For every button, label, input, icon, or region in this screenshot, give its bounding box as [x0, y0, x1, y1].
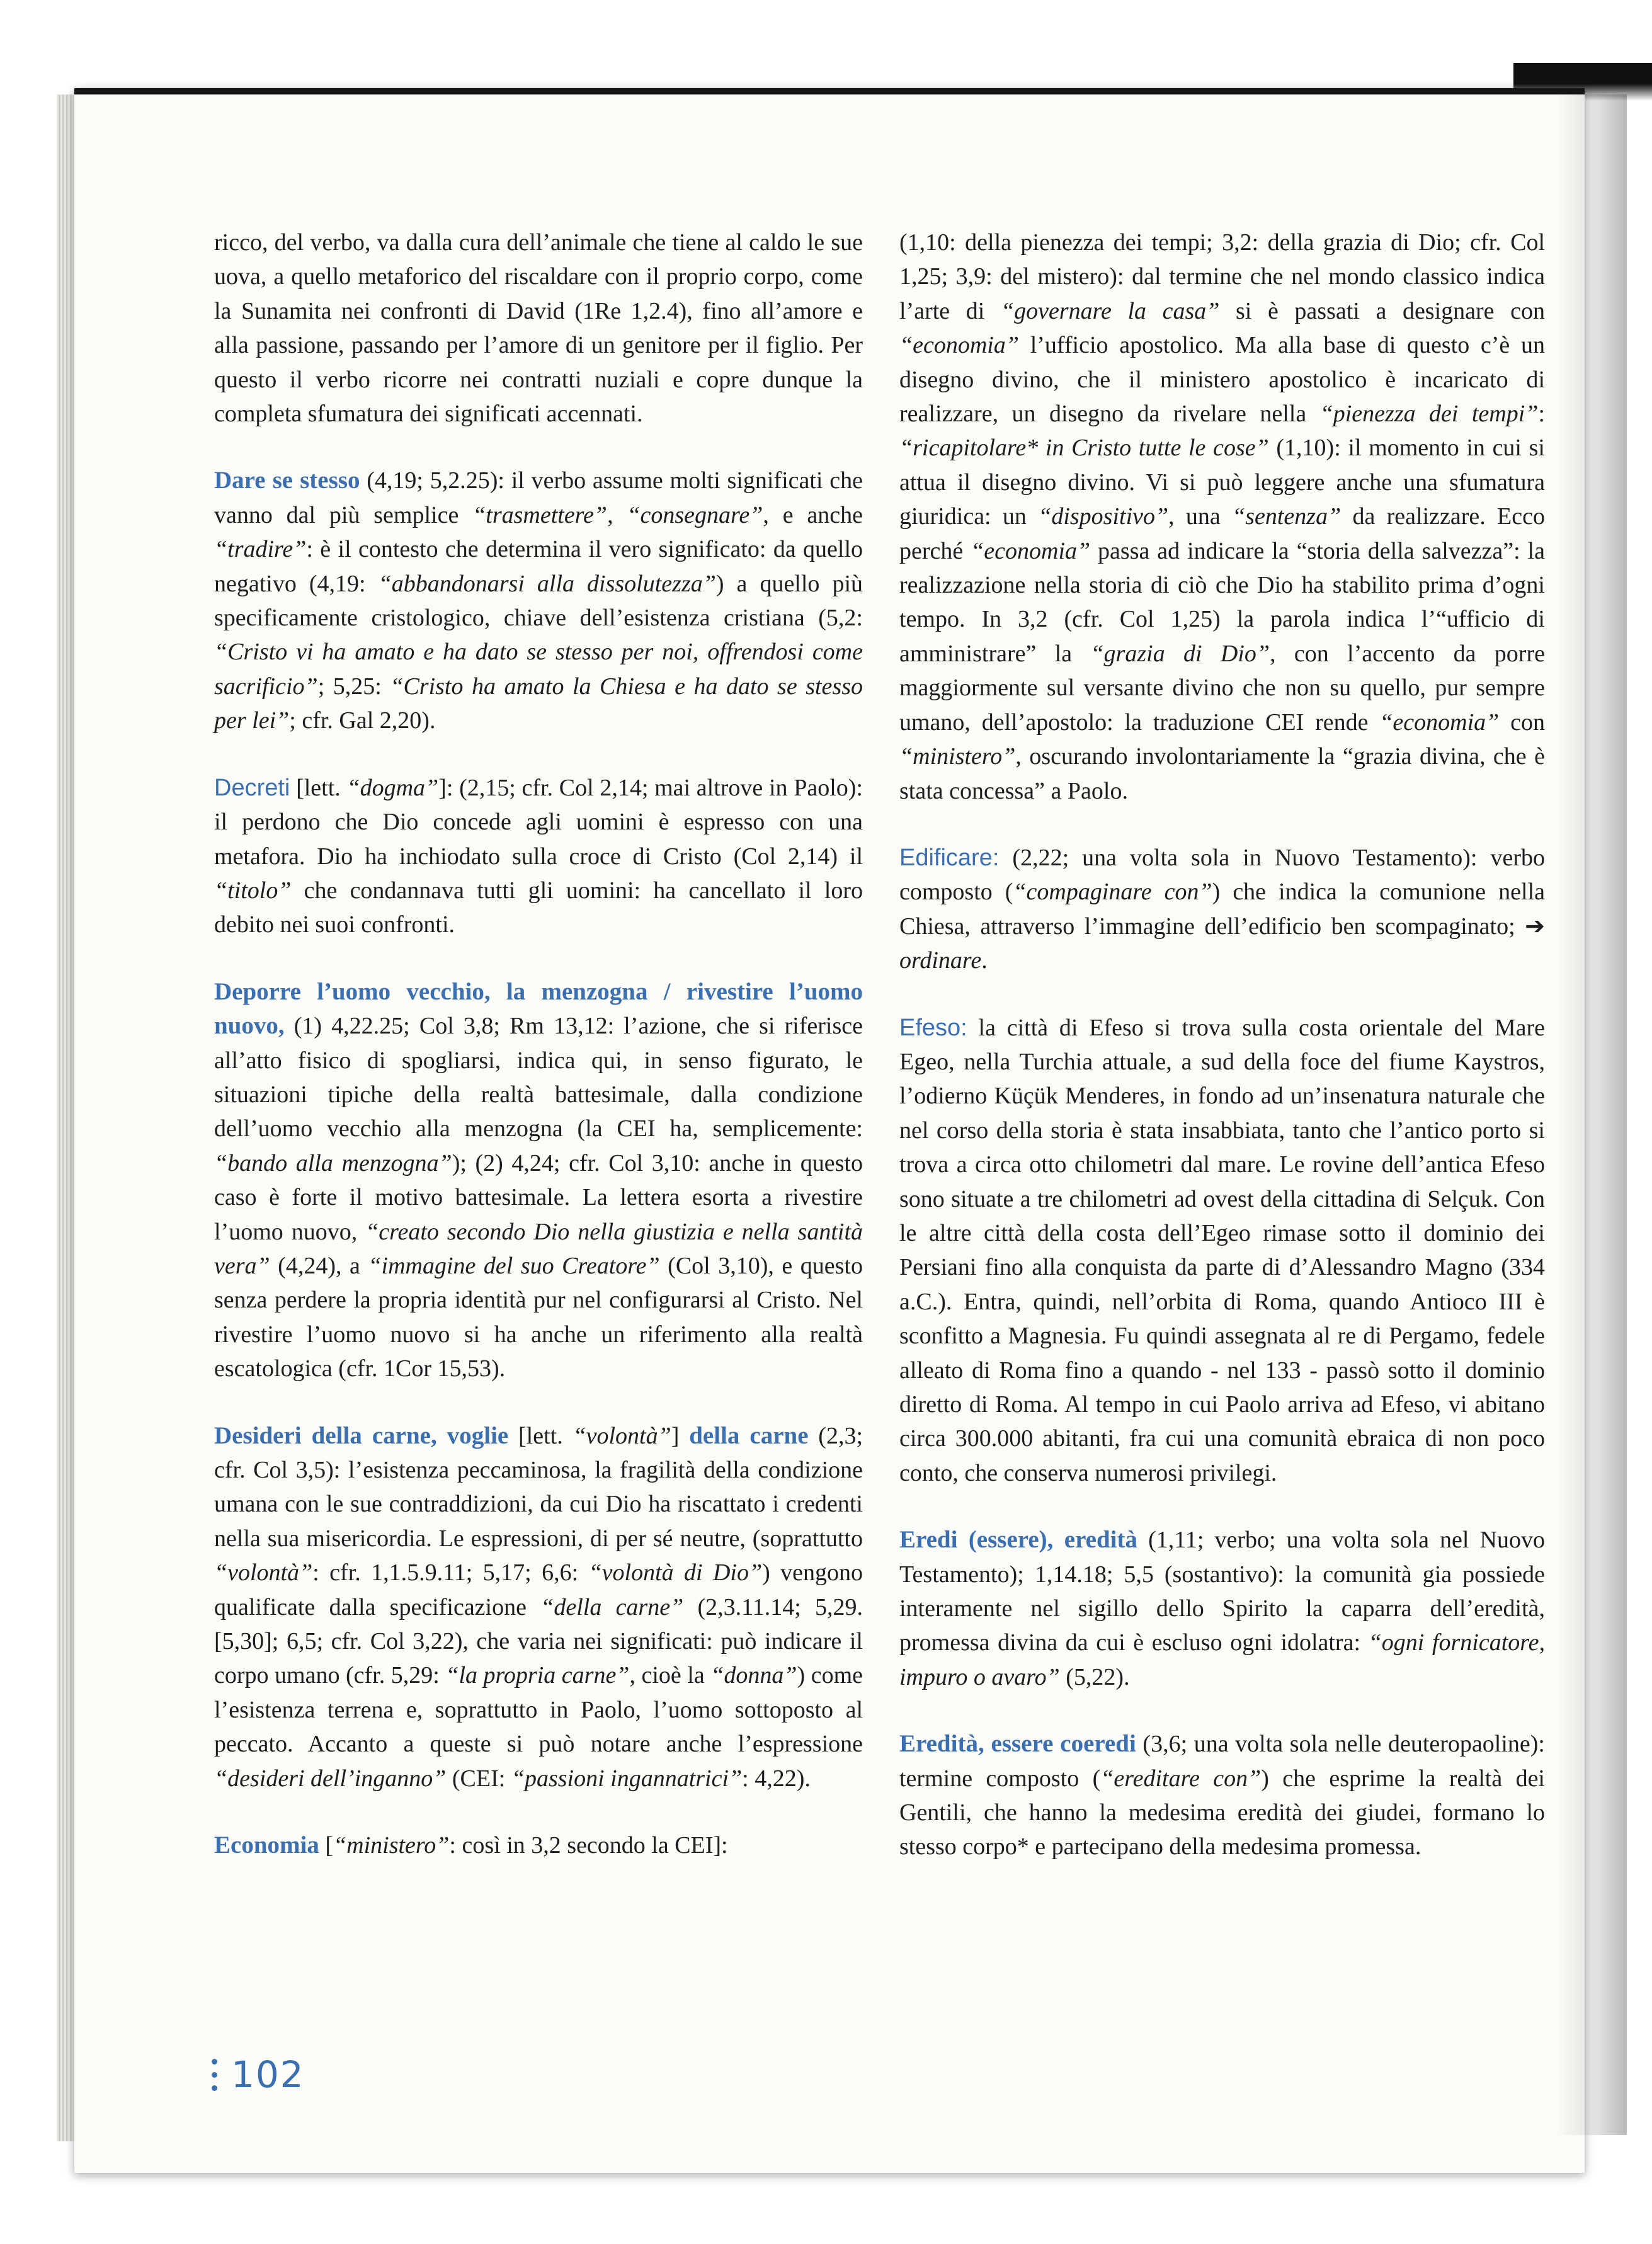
entry-term: Desideri della carne, voglie: [214, 1421, 509, 1449]
italic-quote: “ministero”: [333, 1832, 450, 1859]
entry-text: ); (2) 4,24; cfr. Col 3,10: anche in questo caso è forte il motivo battesimale. La lettera esorta a rivestire l’uomo nuovo,: [214, 1149, 863, 1245]
italic-quote: “immagine del suo Creatore”: [368, 1252, 660, 1279]
entry-text: (Col 3,10), e questo senza perdere la propria identità pur nel configurarsi al Cristo. Nel rivestire l’uomo nuovo si ha anche un riferimento alla realtà escatologica (cfr. 1Cor 15,53).: [214, 1252, 863, 1382]
entry-text: ) vengono qualificate dalla specificazione: [214, 1559, 863, 1620]
italic-quote: “Cristo ha amato la Chiesa e ha dato se stesso per lei”: [214, 673, 863, 734]
italic-quote: “Cristo vi ha amato e ha dato se stesso per noi, offrendosi come sacrificio”: [214, 639, 863, 700]
italic-quote: “compaginare con”: [1013, 879, 1212, 906]
glossary-entry: [214, 1419, 863, 1796]
entry-term: Decreti: [214, 774, 290, 801]
entry-text: (4,24), a: [270, 1252, 368, 1279]
entry-text: ; 5,25:: [317, 673, 390, 700]
entry-text: (1) 4,22.25; Col 3,8; Rm 13,12: l’azione, che si riferisce all’atto fisico di spogliarsi, indica qui, in senso figurato, le situazioni tipiche della realtà battesimale, dalla condizione dell’uomo vecchio alla menzogna (la CEI ha, semplicemente:: [214, 1013, 863, 1142]
italic-quote: “donna”: [710, 1662, 797, 1689]
glossary-entry: [214, 225, 863, 431]
entry-text: (5,22).: [1059, 1663, 1130, 1690]
italic-quote: “volontà di Dio”: [588, 1559, 763, 1586]
page-number-text: 102: [231, 2053, 305, 2096]
italic-quote: “la propria carne”: [445, 1662, 630, 1689]
entry-text: (2,3.11.14; 5,29.[5,30]; 6,5; cfr. Col 3,22), che varia nei significati: può indicare il corpo umano (cfr. 5,29:: [214, 1593, 863, 1689]
entry-text: l’ufficio apostolico. Ma alla base di questo c’è un disegno divino, che il ministero apostolico è incaricato di realizzare, un disegno da rivelare nella: [899, 332, 1545, 428]
glossary-entry: [214, 464, 863, 738]
italic-quote: “economia”: [1379, 709, 1500, 736]
glossary-entry: [899, 1011, 1545, 1491]
italic-quote: “sentenza”: [1232, 503, 1342, 530]
italic-quote: “passioni ingannatrici”: [511, 1765, 743, 1792]
italic-quote: “tradire”: [214, 536, 307, 563]
italic-quote: ordinare: [899, 947, 982, 974]
italic-quote: “della carne”: [540, 1593, 684, 1620]
italic-quote: “pienezza dei tempi”: [1319, 401, 1539, 428]
entry-text: [: [319, 1832, 333, 1859]
italic-quote: “grazia di Dio”: [1090, 640, 1270, 667]
entry-term: Eredi (essere), eredità: [899, 1526, 1138, 1554]
entry-text: , cioè la: [629, 1662, 711, 1689]
italic-quote: “titolo”: [214, 877, 292, 904]
entry-text: : è il contesto che determina il vero significato: da quello negativo (4,19:: [214, 536, 863, 597]
entry-text: passa ad indicare la “storia della salvezza”: la realizzazione nella storia di ciò che Dio ha stabilito prima d’ogni tempo. In 3,2 (cfr. Col 1,25) la parola indica l’“ufficio di amministrare” la: [899, 537, 1545, 667]
glossary-entry: [214, 975, 863, 1386]
entry-text: (1,11; verbo; una volta sola nel Nuovo Testamento); 1,14.18; 5,5 (sostantivo): la comunità gia possiede interamente nel sigillo dello Spirito la caparra dell’eredità, promessa divina da cui è escluso ogni idolatra:: [899, 1527, 1546, 1656]
left-column: [214, 225, 863, 1895]
entry-text: , oscurando involontariamente la “grazia divina, che è stata concessa” a Paolo.: [899, 743, 1545, 804]
entry-text: [lett.: [508, 1422, 573, 1449]
glossary-entry: [214, 1828, 863, 1862]
entry-term: Economia: [214, 1831, 319, 1859]
entry-text: (CEI:: [446, 1765, 511, 1792]
entry-text: ,: [607, 501, 627, 528]
entry-text: , una: [1168, 503, 1233, 530]
entry-text: : 4,22).: [742, 1765, 811, 1792]
right-column: [899, 225, 1545, 1897]
italic-quote: “bando alla menzogna”: [214, 1149, 452, 1176]
entry-text: (4,19; 5,2.25): il verbo assume molti significati che vanno dal più semplice: [214, 467, 863, 528]
entry-text: da realizzare. Ecco perché: [899, 503, 1545, 564]
page-number-dots: [212, 2059, 217, 2091]
entry-text: , e anche: [763, 501, 863, 528]
dot-icon: [212, 2072, 217, 2078]
italic-quote: “dispositivo”: [1038, 503, 1169, 530]
entry-text: si è passati a designare con: [1219, 297, 1546, 324]
entry-text: .: [981, 947, 988, 974]
entry-text: ricco, del verbo, va dalla cura dell’animale che tiene al caldo le sue uova, a quello metaforico del riscaldare con il proprio corpo, come la Sunamita nei confronti di David (1Re 1,2.4), fino all’amore e alla passione, passando per l’amore di un genitore per il figlio. Per questo il verbo ricorre nei contratti nuziali e copre dunque la completa sfumatura dei significati accennati.: [214, 229, 863, 428]
page-number: [212, 2053, 305, 2096]
entry-text: , con l’accento da porre maggiormente sul versante divino che non su quello, pur sempre umano, dell’apostolo: la traduzione CEI rende: [899, 640, 1545, 736]
entry-text: [lett.: [290, 774, 347, 801]
italic-quote: “creato secondo Dio nella giustizia e nella santità vera”: [214, 1218, 863, 1279]
entry-text: con: [1499, 709, 1545, 736]
entry-term: della carne: [689, 1421, 809, 1449]
entry-text: (2,3; cfr. Col 3,5): l’esistenza peccaminosa, la fragilità della condizione umana con le sue contraddizioni, da cui Dio ha riscattato i credenti nella sua misericordia. Le espressioni, di per sé neutre, (soprattutto: [214, 1422, 863, 1552]
entry-text: ) che esprime la realtà dei Gentili, che hanno la medesima eredità dei giudei, formano lo stesso corpo* e partecipano della medesima promessa.: [899, 1765, 1545, 1860]
entry-text: ]: (2,15; cfr. Col 2,14; mai altrove in Paolo): il perdono che Dio concede agli uomini è espresso con una metafora. Dio ha inchiodato sulla croce di Cristo (Col 2,14) il: [214, 774, 863, 870]
entry-term: Dare se stesso: [214, 467, 360, 494]
entry-term: Deporre l’uomo vecchio, la menzogna / rivestire l’uomo nuovo,: [214, 977, 863, 1040]
italic-quote: “abbandonarsi alla dissolutezza”: [378, 570, 716, 597]
entry-text: : così in 3,2 secondo la CEI]:: [449, 1832, 728, 1859]
entry-text: ) a quello più specificamente cristologico, chiave dell’esistenza cristiana (5,2:: [214, 570, 863, 632]
italic-quote: “economia”: [971, 537, 1091, 564]
italic-quote: “volontà”: [573, 1422, 671, 1449]
italic-quote: “ereditare con”: [1100, 1765, 1262, 1792]
italic-quote: “ricapitolare* in Cristo tutte le cose”: [899, 435, 1269, 462]
entry-term: Edificare:: [899, 844, 1000, 871]
entry-term: Efeso:: [899, 1014, 967, 1041]
italic-quote: “desideri dell’inganno”: [214, 1765, 447, 1792]
entry-term: Eredità, essere coeredi: [899, 1730, 1136, 1758]
entry-text: (3,6; una volta sola nelle deuteropaoline): termine composto (: [899, 1731, 1545, 1792]
entry-text: : cfr. 1,1.5.9.11; 5,17; 6,6:: [312, 1559, 589, 1586]
glossary-entry: [899, 841, 1545, 978]
italic-quote: “dogma”: [346, 774, 439, 801]
italic-quote: “volontà”: [214, 1559, 313, 1586]
dot-icon: [212, 2059, 217, 2065]
entry-text: la città di Efeso si trova sulla costa orientale del Mare Egeo, nella Turchia attuale, a sud della foce del fiume Kaystros, l’odierno Küçük Menderes, in fondo ad un’insenatura naturale che nel corso della storia è stata insabbiata, tanto che l’antico porto si trova a circa otto chilometri dal mare. Le rovine dell’antica Efeso sono situate a tre chilometri ad ovest della cittadina di Selçuk. Con le altre città della costa dell’Egeo rimase sotto il dominio dei Persiani fino alla conquista da parte di d’Alessandro Magno (334 a.C.). Entra, quindi, nell’orbita di Roma, quando Antioco III è sconfitto a Magnesia. Fu quindi assegnata al re di Pergamo, fedele alleato di Roma fino a quando - nel 133 - passò sotto il dominio diretto di Roma. Al tempo in cui Paolo arriva ad Efeso, vi abitano circa 300.000 abitanti, fra cui una comunità ebraica di non poco conto, che conserva numerosi privilegi.: [899, 1014, 1545, 1486]
entry-text: :: [1538, 401, 1545, 428]
entry-text: ) come l’esistenza terrena e, soprattutto in Paolo, l’uomo sottoposto al peccato. Accanto a queste si può notare anche l’espressione: [214, 1662, 863, 1758]
entry-text: (1,10): il momento in cui si attua il disegno divino. Vi si può leggere anche una sfumatura giuridica: un: [899, 435, 1545, 530]
italic-quote: “trasmettere”: [472, 501, 608, 528]
entry-text: (1,10: della pienezza dei tempi; 3,2: della grazia di Dio; cfr. Col 1,25; 3,9: del mistero): dal termine che nel mondo classico indica l’arte di: [899, 229, 1545, 324]
entry-text: ]: [671, 1422, 690, 1449]
dot-icon: [212, 2085, 217, 2091]
entry-text: ; cfr. Gal 2,20).: [289, 707, 436, 734]
entry-text: (2,22; una volta sola in Nuovo Testamento): verbo composto (: [899, 844, 1545, 906]
glossary-entry: [899, 225, 1545, 808]
entry-text: che condannava tutti gli uomini: ha cancellato il loro debito nei suoi confronti.: [214, 877, 863, 938]
glossary-entry: [899, 1523, 1545, 1694]
glossary-entry: [899, 1727, 1545, 1864]
glossary-entry: [214, 771, 863, 942]
italic-quote: “ministero”: [899, 743, 1016, 770]
spine-shadow: [1558, 94, 1627, 2135]
italic-quote: “ogni fornicatore, impuro o avaro”: [899, 1629, 1546, 1690]
italic-quote: “economia”: [899, 332, 1019, 359]
italic-quote: “governare la casa”: [1000, 297, 1220, 324]
italic-quote: “consegnare”: [627, 501, 763, 528]
entry-text: ) che indica la comunione nella Chiesa, attraverso l’immagine dell’edificio ben scompaginato; ➔: [899, 879, 1545, 940]
